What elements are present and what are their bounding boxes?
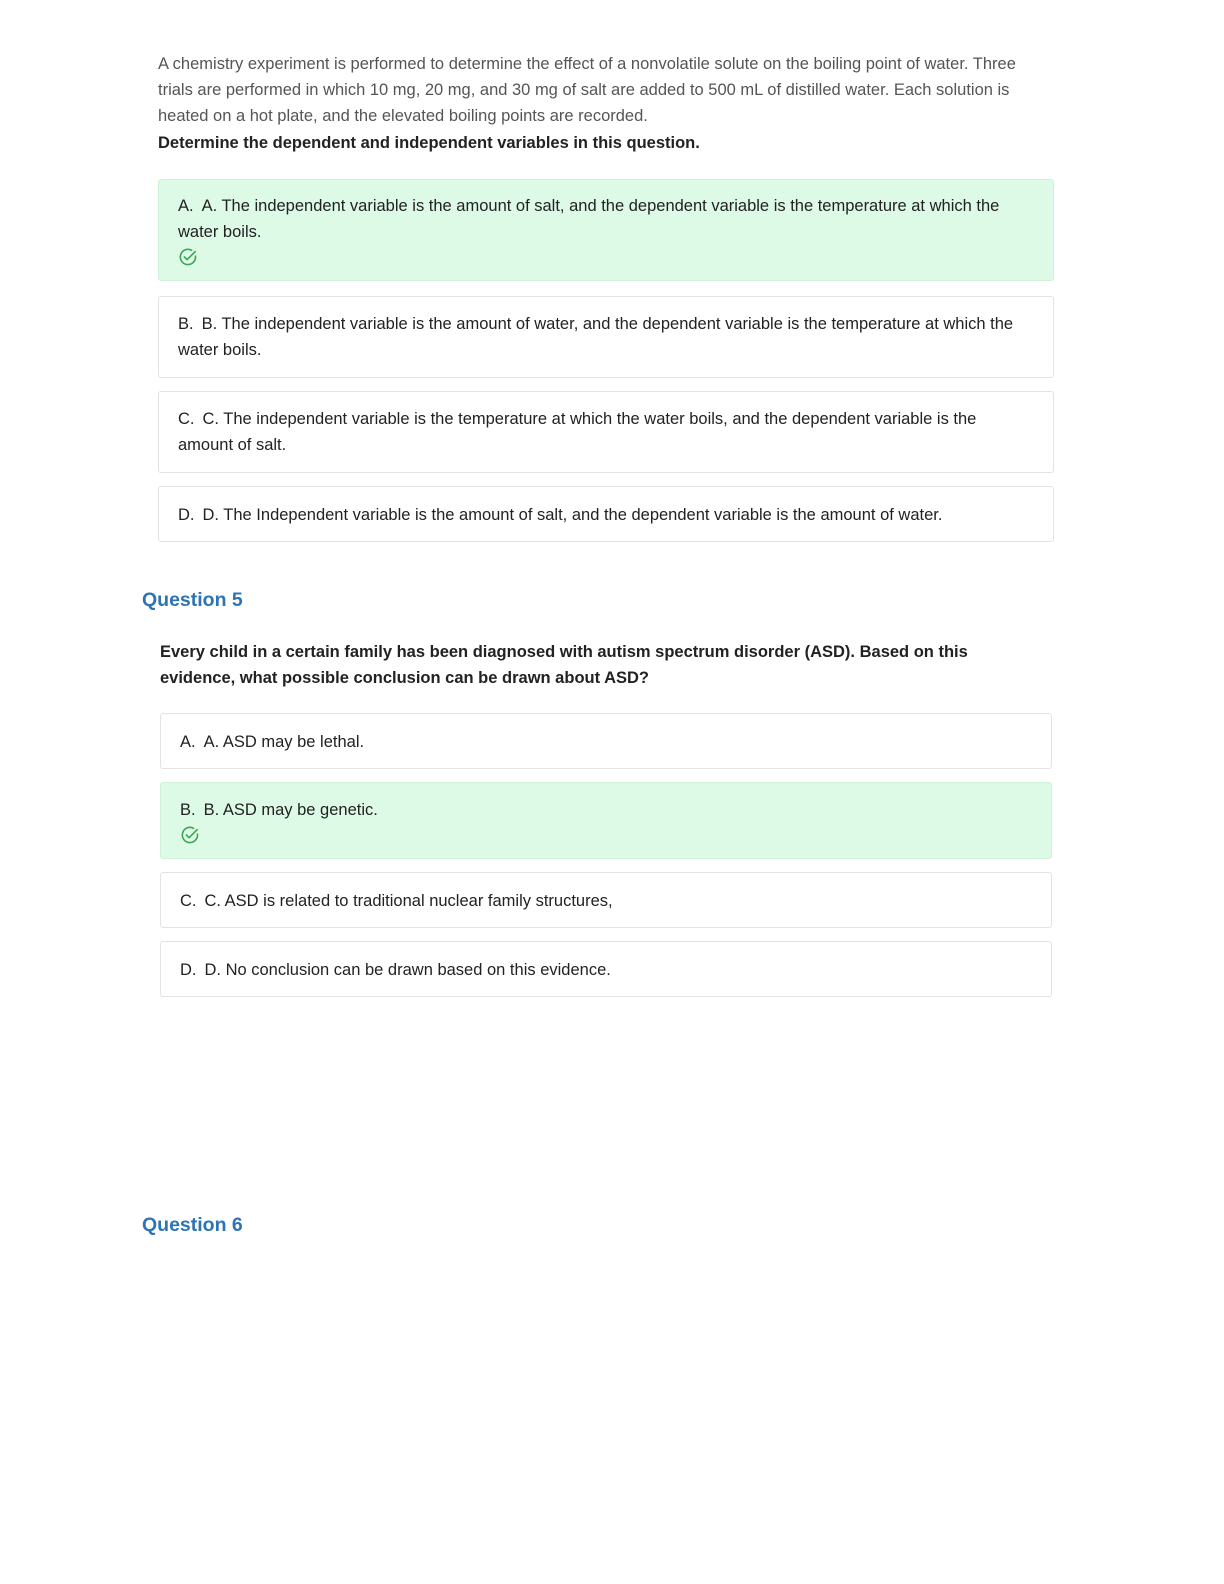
option-letter: D. [178,506,195,524]
option-letter: C. [180,892,197,910]
question-4-option-a[interactable] [158,179,1054,281]
option-text: B. The independent variable is the amount of water, and the dependent variable is the temperature at which the water boils. [178,315,1014,359]
question-5-option-d[interactable] [160,941,1052,997]
option-text: D. The Independent variable is the amount of salt, and the dependent variable is the amount of water. [202,506,943,524]
option-text: C. ASD is related to traditional nuclear family structures, [204,892,613,910]
option-letter: B. [180,801,196,819]
option-text: A. The independent variable is the amount of salt, and the dependent variable is the temperature at which the water boils. [178,197,1000,241]
question-5-option-b[interactable] [160,782,1052,859]
option-letter: A. [178,197,194,215]
check-circle-icon [180,825,200,845]
option-text: D. No conclusion can be drawn based on this evidence. [204,961,611,979]
option-letter: D. [180,961,197,979]
option-letter: B. [178,315,194,333]
option-letter: A. [180,733,196,751]
question-4-prompt: Determine the dependent and independent variables in this question. [158,134,700,152]
question-5-option-c[interactable] [160,872,1052,928]
option-text: C. The independent variable is the temperature at which the water boils, and the dependent variable is the amount of salt. [178,410,977,454]
question-5-heading: Question 5 [142,589,243,611]
question-4-option-b[interactable] [158,296,1054,378]
option-letter: C. [178,410,195,428]
question-5-option-a[interactable] [160,713,1052,769]
question-6-heading: Question 6 [142,1214,243,1236]
question-4-option-c[interactable] [158,391,1054,473]
question-4-option-d[interactable] [158,486,1054,542]
option-text: B. ASD may be genetic. [203,801,378,819]
question-5-prompt: Every child in a certain family has been diagnosed with autism spectrum disorder (ASD). Based on this evidence, what possible conclusion can be drawn about ASD? [160,643,968,687]
check-circle-icon [178,247,198,267]
question-4-passage: A chemistry experiment is performed to determine the effect of a nonvolatile solute on the boiling point of water. Three trials are performed in which 10 mg, 20 mg, and 30 mg of salt are added to 500 mL of distilled water. Each solution is heated on a hot plate, and the elevated boiling points are recorded. [158,55,1016,125]
option-text: A. ASD may be lethal. [203,733,365,751]
